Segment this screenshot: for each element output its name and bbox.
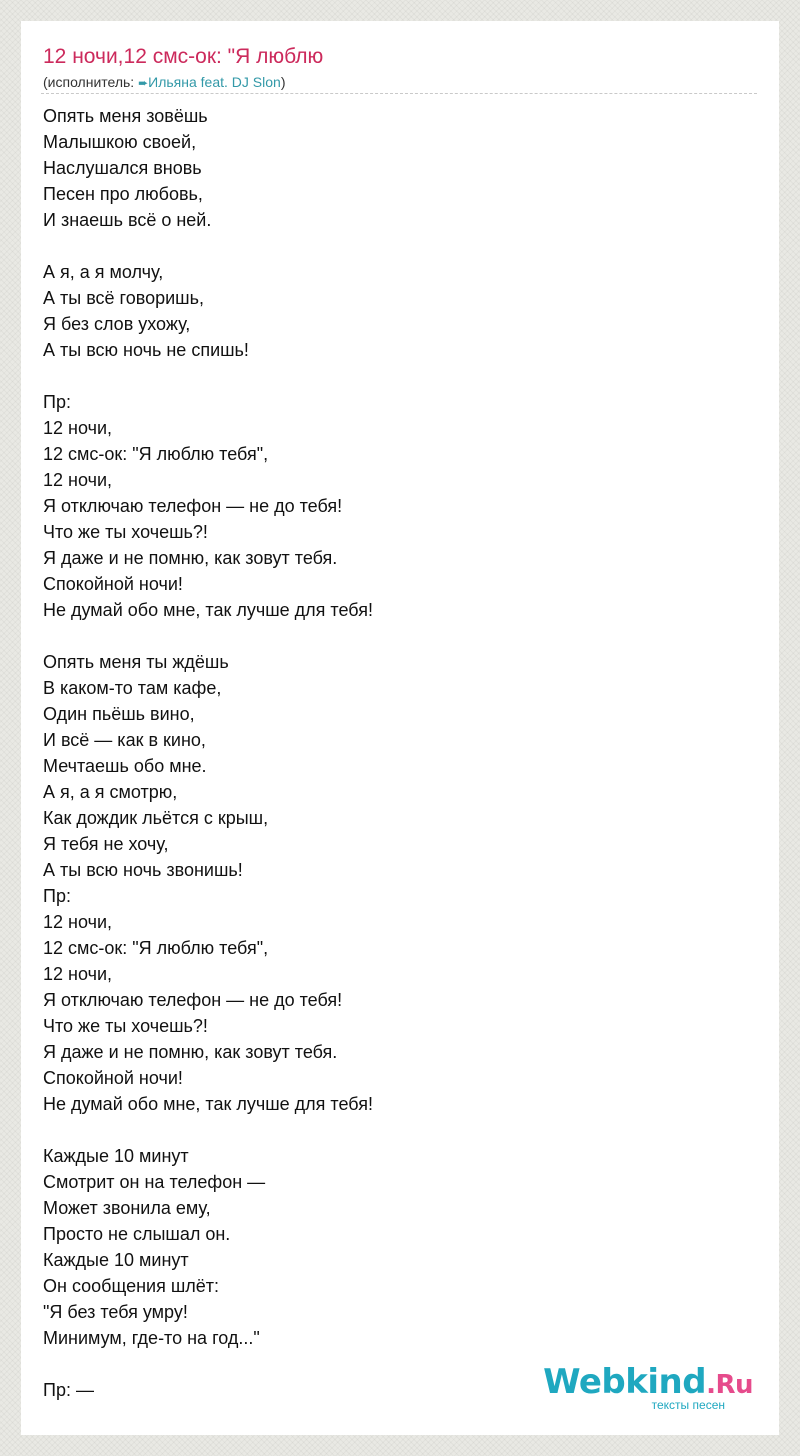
lyric-line: 12 смс-ок: "Я люблю тебя", xyxy=(43,938,269,958)
lyric-line: Может звонила ему, xyxy=(43,1198,211,1218)
lyric-line: Каждые 10 минут xyxy=(43,1146,189,1166)
lyric-line: А ты всю ночь звонишь! xyxy=(43,860,243,880)
lyric-line xyxy=(43,623,743,649)
lyric-line: Опять меня зовёшь xyxy=(43,106,208,126)
lyric-line: Я даже и не помню, как зовут тебя. xyxy=(43,1042,338,1062)
lyric-line: Один пьёшь вино, xyxy=(43,704,195,724)
lyric-line: Смотрит он на телефон — xyxy=(43,1172,266,1192)
lyric-line: А ты всё говоришь, xyxy=(43,288,204,308)
title-divider xyxy=(41,93,757,94)
lyric-line: А ты всю ночь не спишь! xyxy=(43,340,249,360)
song-title: 12 ночи,12 смс-ок: "Я люблю xyxy=(43,45,324,68)
lyric-line: Мечтаешь обо мне. xyxy=(43,756,207,776)
lyric-line: Пр: — xyxy=(43,1380,94,1400)
artist-byline xyxy=(43,72,286,93)
lyric-line: Просто не слышал он. xyxy=(43,1224,231,1244)
site-logo[interactable] xyxy=(543,1364,753,1411)
lyric-line: А я, а я смотрю, xyxy=(43,782,178,802)
lyric-line: Не думай обо мне, так лучше для тебя! xyxy=(43,600,373,620)
lyric-line: 12 ночи, xyxy=(43,418,113,438)
lyric-line: Я даже и не помню, как зовут тебя. xyxy=(43,548,338,568)
lyric-line: Я тебя не хочу, xyxy=(43,834,169,854)
lyric-line xyxy=(43,233,743,259)
lyric-line xyxy=(43,1117,743,1143)
lyric-line: Малышкою своей, xyxy=(43,132,197,152)
logo-tagline: тексты песен xyxy=(651,1398,725,1412)
lyric-line: Не думай обо мне, так лучше для тебя! xyxy=(43,1094,373,1114)
lyric-line xyxy=(43,363,743,389)
lyric-line: Минимум, где-то на год..." xyxy=(43,1328,260,1348)
artist-name: Ильяна feat. DJ Slon xyxy=(148,74,281,90)
lyric-line: Пр: xyxy=(43,392,71,412)
lyric-line: Каждые 10 минут xyxy=(43,1250,189,1270)
artist-link[interactable] xyxy=(138,74,281,90)
lyric-line: Что же ты хочешь?! xyxy=(43,522,208,542)
lyric-line: Я отключаю телефон — не до тебя! xyxy=(43,496,343,516)
lyric-line: В каком-то там кафе, xyxy=(43,678,222,698)
lyric-line: Как дождик льётся с крыш, xyxy=(43,808,269,828)
lyric-line: "Я без тебя умру! xyxy=(43,1302,188,1322)
lyric-line: И знаешь всё о ней. xyxy=(43,210,212,230)
lyric-line: 12 ночи, xyxy=(43,964,113,984)
arrow-right-icon: ➨ xyxy=(138,76,149,90)
lyric-line: Я отключаю телефон — не до тебя! xyxy=(43,990,343,1010)
lyric-line: Я без слов ухожу, xyxy=(43,314,191,334)
lyrics-text xyxy=(43,103,743,1403)
lyric-line: Спокойной ночи! xyxy=(43,1068,183,1088)
lyric-line: Что же ты хочешь?! xyxy=(43,1016,208,1036)
lyric-line: Опять меня ты ждёшь xyxy=(43,652,229,672)
logo-main-text: Webkind xyxy=(543,1362,707,1402)
lyric-line: Песен про любовь, xyxy=(43,184,203,204)
lyrics-card xyxy=(21,21,779,1435)
lyric-line: И всё — как в кино, xyxy=(43,730,206,750)
lyric-line: Наслушался вновь xyxy=(43,158,202,178)
lyric-line: Спокойной ночи! xyxy=(43,574,183,594)
lyric-line: 12 смс-ок: "Я люблю тебя", xyxy=(43,444,269,464)
logo-suffix: .Ru xyxy=(706,1370,753,1400)
lyric-line: А я, а я молчу, xyxy=(43,262,164,282)
lyric-line: 12 ночи, xyxy=(43,912,113,932)
byline-prefix: (исполнитель: xyxy=(43,74,139,90)
lyric-line: Пр: xyxy=(43,886,71,906)
lyric-line: 12 ночи, xyxy=(43,470,113,490)
lyric-line: Он сообщения шлёт: xyxy=(43,1276,220,1296)
byline-suffix: ) xyxy=(280,74,286,90)
